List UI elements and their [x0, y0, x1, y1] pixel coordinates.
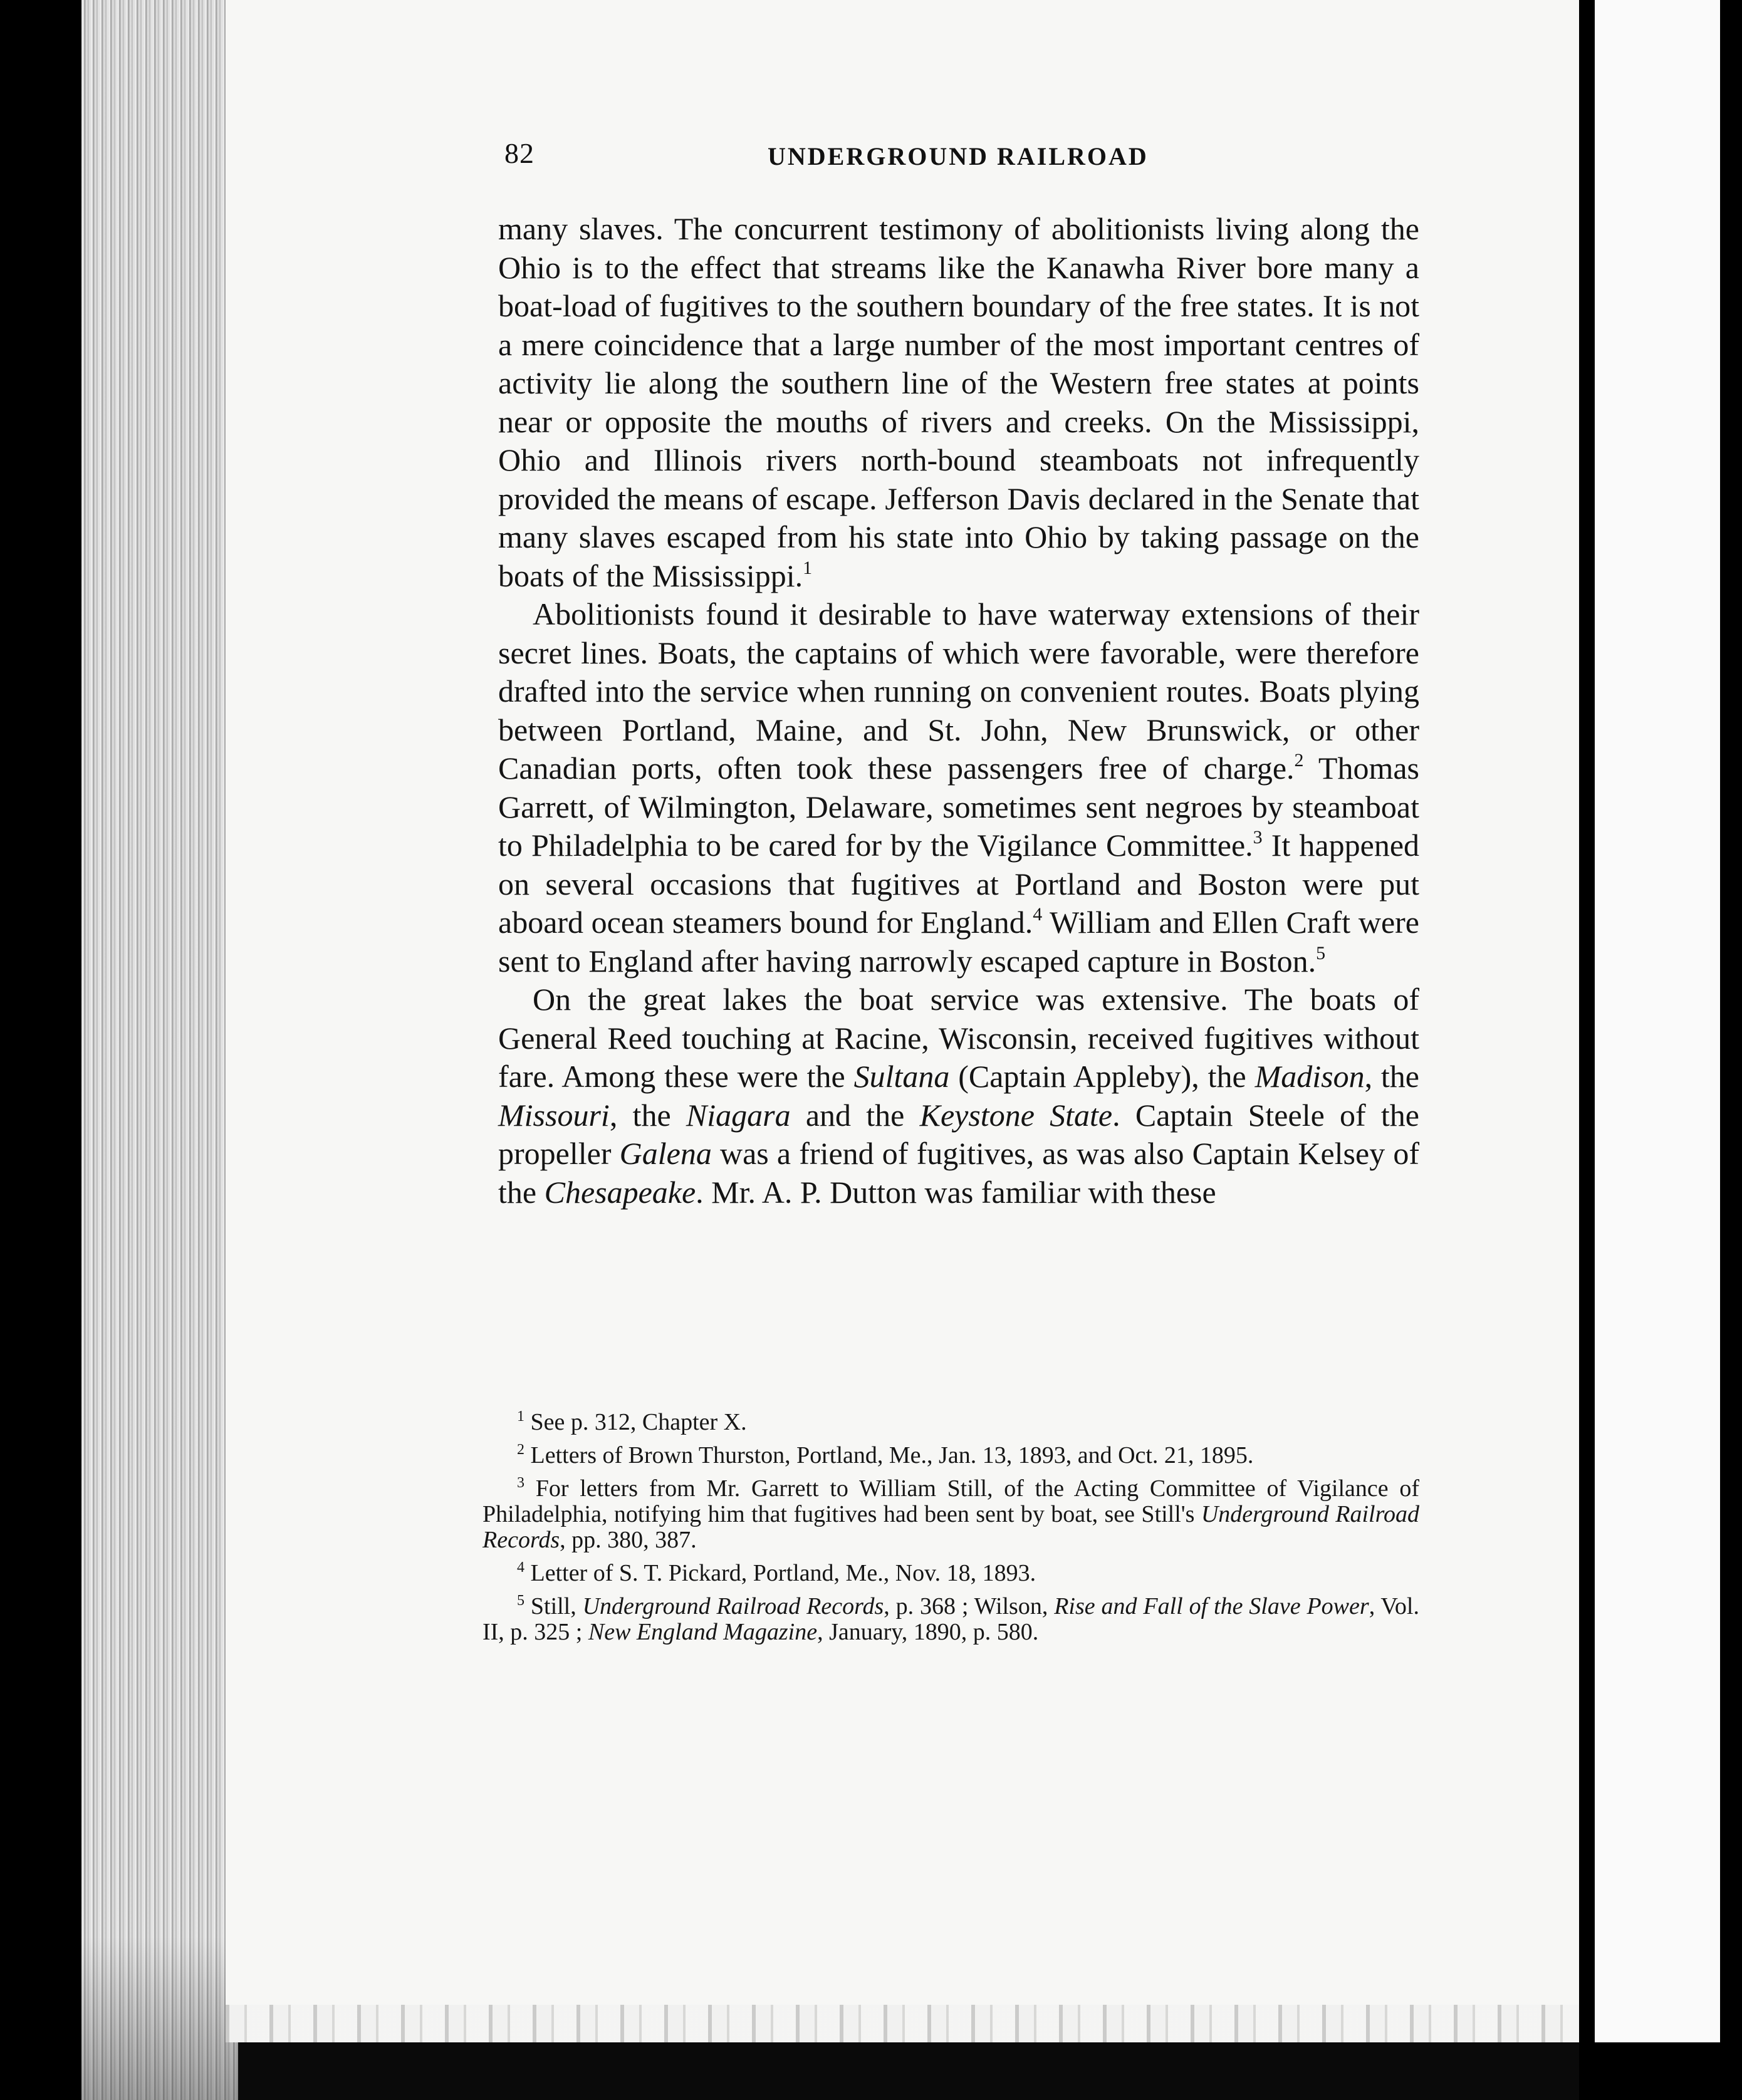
text-run: It happened on several occasions that fugitives at Portland and Boston were put aboard ocean steamers bound for England. — [498, 828, 1420, 940]
text-run: William and Ellen Craft were sent to England after having narrowly escaped capture in Boston. — [498, 905, 1419, 979]
footnotes — [482, 1410, 1419, 1653]
book-spine-shadow — [0, 0, 94, 2100]
body-text — [498, 210, 1419, 1212]
paragraph-3 — [498, 980, 1419, 1212]
running-head: UNDERGROUND RAILROAD — [768, 142, 1149, 170]
text-run: Abolitionists found it desirable to have waterway extensions of their secret lines. Boats, the captains of which were favorable, were therefore drafted into the service when running on convenient routes. Boats plying between Portland, Maine, and St. John, New Brunswick, or other Canadian ports, often took these passengers free of charge. — [498, 596, 1419, 786]
footnote-marker: 4 — [517, 1559, 524, 1576]
text-run: , the — [609, 1097, 686, 1133]
text-run: was a friend of fugitives, as was also Captain Kelsey of the — [498, 1136, 1420, 1210]
page-header — [504, 137, 1419, 180]
paragraph-1 — [498, 210, 1419, 595]
footnote-text: , Vol. II, p. 325 ; — [482, 1593, 1419, 1645]
boat-name: Chesapeake — [544, 1174, 696, 1210]
footnote-text: , January, 1890, p. 580. — [817, 1619, 1039, 1645]
text-run: . Captain Steele of the propeller — [498, 1097, 1419, 1171]
footnote-1 — [482, 1410, 1419, 1435]
footnote-3 — [482, 1476, 1419, 1553]
footnote-marker: 2 — [517, 1442, 524, 1458]
boat-name: Missouri — [498, 1097, 610, 1133]
footnote-text: , pp. 380, 387. — [560, 1527, 697, 1553]
footnote-2 — [482, 1443, 1419, 1468]
text-run: and the — [790, 1097, 920, 1133]
footnote-text: Letter of S. T. Pickard, Portland, Me., Nov. 18, 1893. — [524, 1560, 1036, 1586]
footnote-marker: 1 — [517, 1408, 524, 1425]
boat-name: Keystone State — [919, 1097, 1113, 1133]
footnote-marker: 3 — [517, 1475, 524, 1491]
text-run: . Mr. A. P. Dutton was familiar with these — [696, 1174, 1216, 1210]
text-run: On the great lakes the boat service was extensive. The boats of General Reed touching at Racine, Wisconsin, received fugitives without fare. Among these were the — [498, 982, 1419, 1094]
boat-name: Galena — [619, 1136, 712, 1171]
text-run: , the — [1364, 1059, 1419, 1094]
book-title: Underground Railroad Records — [482, 1501, 1419, 1553]
book-title: Underground Railroad Records — [582, 1593, 884, 1619]
page-edges — [81, 0, 238, 2100]
paragraph-2 — [498, 595, 1419, 980]
boat-name: Sultana — [853, 1059, 950, 1094]
text-run: many slaves. The concurrent testimony of abolitionists living along the Ohio is to the effect that streams like the Kanawha River bore many a boat-load of fugitives to the southern boundary of the free states. It is not a mere coincidence that a large number of the most important centres of activity lie along the southern line of the Western free states at points near or opposite the mouths of rivers and creeks. On the Mississippi, Ohio and Illinois rivers north-bound steamboats not infrequently provided the means of escape. Jefferson Davis declared in the Senate that many slaves escaped from his state into Ohio by taking passage on the boats of the Mississippi. — [498, 211, 1419, 593]
footnote-text: See p. 312, Chapter X. — [524, 1409, 747, 1435]
footnote-text: For letters from Mr. Garrett to William Still, of the Acting Committee of Vigilance of Philadelphia, notifying him that fugitives had been sent by boat, see Still's — [482, 1475, 1419, 1527]
facing-page-edge — [1595, 0, 1720, 2042]
footnote-ref: 1 — [803, 557, 813, 578]
footnote-marker: 5 — [517, 1593, 524, 1609]
footnote-4 — [482, 1561, 1419, 1586]
boat-name: Madison — [1254, 1059, 1365, 1094]
footnote-ref: 3 — [1253, 827, 1263, 848]
text-run: Thomas Garrett, of Wilmington, Delaware, sometimes sent negroes by steamboat to Philadelphia to be cared for by the Vigilance Committee. — [498, 751, 1419, 863]
book-title: Rise and Fall of the Slave Power — [1054, 1593, 1369, 1619]
footnote-ref: 2 — [1294, 750, 1304, 771]
magazine-title: New England Magazine — [588, 1619, 818, 1645]
footnote-text: Letters of Brown Thurston, Portland, Me., Jan. 13, 1893, and Oct. 21, 1895. — [524, 1442, 1254, 1468]
footnote-text: , p. 368 ; Wilson, — [884, 1593, 1055, 1619]
footnote-5 — [482, 1594, 1419, 1645]
footnote-ref: 5 — [1316, 942, 1326, 964]
text-run: (Captain Appleby), the — [949, 1059, 1255, 1094]
footnote-text: Still, — [524, 1593, 583, 1619]
footnote-ref: 4 — [1033, 904, 1043, 925]
page-number: 82 — [504, 137, 535, 169]
boat-name: Niagara — [686, 1097, 791, 1133]
